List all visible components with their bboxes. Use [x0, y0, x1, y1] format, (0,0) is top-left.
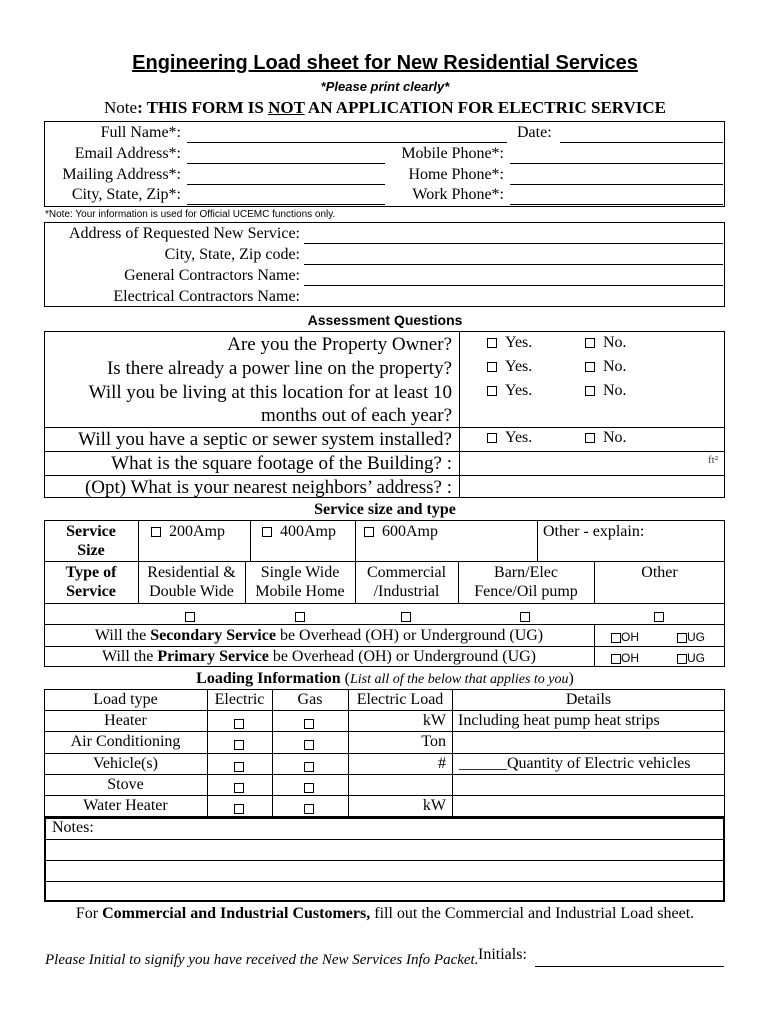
- checkbox-icon[interactable]: [262, 527, 272, 537]
- email-field[interactable]: [187, 163, 385, 164]
- service-city-label: City, State, Zip code:: [164, 246, 300, 263]
- service-address-field[interactable]: [304, 243, 723, 244]
- load-row-vehicles: Vehicle(s): [93, 755, 158, 772]
- mailing-address-field[interactable]: [187, 184, 385, 185]
- service-col-line: [355, 520, 356, 562]
- checkbox-icon[interactable]: [585, 386, 595, 396]
- email-label: Email Address*:: [74, 145, 181, 162]
- col-gas: Gas: [297, 691, 323, 708]
- full-name-field[interactable]: [187, 142, 507, 143]
- heater-unit[interactable]: kW: [422, 712, 446, 729]
- home-phone-label: Home Phone*:: [408, 166, 504, 183]
- owner-no-option[interactable]: No.: [585, 333, 627, 353]
- mailing-address-label: Mailing Address*:: [62, 166, 181, 183]
- full-name-label: Full Name*:: [100, 124, 181, 141]
- home-phone-field[interactable]: [510, 184, 723, 185]
- mobile-phone-label: Mobile Phone*:: [401, 145, 504, 162]
- general-contractor-label: General Contractors Name:: [124, 267, 300, 284]
- ac-gas-checkbox[interactable]: [304, 736, 314, 754]
- city-state-zip-field[interactable]: [187, 204, 385, 205]
- work-phone-label: Work Phone*:: [412, 186, 504, 203]
- notes-line: [46, 839, 723, 840]
- service-type-label: Type of Service: [65, 564, 117, 600]
- water-heater-unit[interactable]: kW: [422, 797, 446, 814]
- water-heater-gas-checkbox[interactable]: [304, 800, 314, 818]
- powerline-yes-option[interactable]: Yes.: [487, 357, 532, 377]
- powerline-no-option[interactable]: No.: [585, 357, 627, 377]
- col-load-type: Load type: [93, 691, 158, 708]
- checkbox-icon[interactable]: [487, 433, 497, 443]
- q-square-footage: What is the square footage of the Building? :: [111, 453, 452, 474]
- q-septic: Will you have a septic or sewer system installed?: [78, 429, 452, 450]
- living-yes-option[interactable]: Yes.: [487, 381, 532, 401]
- checkbox-icon[interactable]: [151, 527, 161, 537]
- col-electric: Electric: [214, 691, 265, 708]
- secondary-ug-option[interactable]: UG: [677, 627, 705, 647]
- initial-instruction: Please Initial to signify you have received the New Services Info Packet.: [45, 952, 479, 968]
- residential-checkbox[interactable]: [185, 608, 195, 626]
- service-row-line: [44, 603, 725, 604]
- print-clearly-note: *Please print clearly*: [320, 79, 450, 94]
- city-state-zip-label: City, State, Zip*:: [71, 186, 181, 203]
- load-row-heater: Heater: [104, 712, 147, 729]
- stove-gas-checkbox[interactable]: [304, 779, 314, 797]
- amp-400-option[interactable]: 400Amp: [262, 522, 336, 542]
- vehicles-unit[interactable]: #: [438, 755, 446, 772]
- general-contractor-field[interactable]: [304, 285, 723, 286]
- service-heading: Service size and type: [314, 501, 456, 518]
- service-row-line: [44, 624, 725, 625]
- commercial-instruction: For Commercial and Industrial Customers, fill out the Commercial and Industrial Load sheet.: [75, 905, 695, 922]
- type-residential: Residential & Double Wide: [147, 564, 236, 600]
- type-other: Other: [641, 564, 678, 581]
- q-neighbor-address: (Opt) What is your nearest neighbors’ address? :: [84, 477, 452, 498]
- single-wide-checkbox[interactable]: [295, 608, 305, 626]
- secondary-service-question: Will the Secondary Service be Overhead (OH) or Underground (UG): [94, 627, 544, 644]
- checkbox-icon[interactable]: [487, 338, 497, 348]
- privacy-note: *Note: Your information is used for Official UCEMC functions only.: [45, 209, 336, 220]
- ac-unit[interactable]: Ton: [421, 733, 446, 750]
- date-field[interactable]: [560, 142, 723, 143]
- primary-ug-option[interactable]: UG: [677, 648, 705, 668]
- service-col-line: [250, 520, 251, 562]
- other-explain-label[interactable]: Other - explain:: [543, 523, 645, 540]
- checkbox-icon[interactable]: [364, 527, 374, 537]
- septic-no-option[interactable]: No.: [585, 428, 627, 448]
- ac-electric-checkbox[interactable]: [234, 736, 244, 754]
- living-no-option[interactable]: No.: [585, 381, 627, 401]
- col-electric-load: Electric Load: [356, 691, 444, 708]
- initials-field[interactable]: [535, 966, 724, 967]
- q-living-months-2: months out of each year?: [261, 405, 452, 426]
- checkbox-icon[interactable]: [585, 433, 595, 443]
- form-disclaimer: Note: THIS FORM IS NOT AN APPLICATION FOR ELECTRIC SERVICE: [104, 98, 666, 117]
- loading-heading: Loading Information (List all of the below that applies to you): [196, 670, 574, 687]
- checkbox-icon[interactable]: [585, 338, 595, 348]
- page-title: Engineering Load sheet for New Residential Services: [132, 52, 638, 74]
- type-commercial: Commercial /Industrial: [366, 564, 447, 600]
- load-row-ac: Air Conditioning: [70, 733, 181, 750]
- checkbox-icon[interactable]: [487, 362, 497, 372]
- heater-detail: Including heat pump heat strips: [458, 712, 660, 729]
- type-single-wide: Single Wide Mobile Home: [255, 564, 345, 600]
- heater-gas-checkbox[interactable]: [304, 715, 314, 733]
- vehicles-detail[interactable]: ______Quantity of Electric vehicles: [459, 755, 691, 772]
- work-phone-field[interactable]: [510, 204, 723, 205]
- checkbox-icon[interactable]: [487, 386, 497, 396]
- service-city-field[interactable]: [304, 264, 723, 265]
- commercial-checkbox[interactable]: [401, 608, 411, 626]
- barn-checkbox[interactable]: [520, 608, 530, 626]
- vehicles-electric-checkbox[interactable]: [234, 758, 244, 776]
- q-power-line: Is there already a power line on the property?: [106, 358, 452, 379]
- notes-label: Notes:: [52, 819, 94, 836]
- amp-600-option[interactable]: 600Amp: [364, 522, 438, 542]
- checkbox-icon[interactable]: [585, 362, 595, 372]
- primary-service-question: Will the Primary Service be Overhead (OH) or Underground (UG): [101, 648, 536, 665]
- owner-yes-option[interactable]: Yes.: [487, 333, 532, 353]
- water-heater-electric-checkbox[interactable]: [234, 800, 244, 818]
- heater-electric-checkbox[interactable]: [234, 715, 244, 733]
- service-row-line: [44, 561, 725, 562]
- q-living-months-1: Will you be living at this location for at least 10: [88, 382, 452, 403]
- initials-label: Initials:: [478, 946, 527, 963]
- service-col-line: [537, 520, 538, 562]
- service-address-label: Address of Requested New Service:: [68, 225, 300, 242]
- assessment-heading: Assessment Questions: [307, 312, 463, 328]
- neighbor-address-field[interactable]: [460, 476, 724, 497]
- load-row-water-heater: Water Heater: [83, 797, 168, 814]
- septic-yes-option[interactable]: Yes.: [487, 428, 532, 448]
- secondary-oh-option[interactable]: OH: [611, 627, 639, 647]
- q-property-owner: Are you the Property Owner?: [227, 334, 452, 355]
- type-barn: Barn/Elec Fence/Oil pump: [474, 564, 578, 600]
- load-row-stove: Stove: [107, 776, 144, 793]
- electrical-contractor-label: Electrical Contractors Name:: [113, 288, 300, 305]
- primary-oh-option[interactable]: OH: [611, 648, 639, 668]
- col-details: Details: [565, 691, 612, 708]
- sqft-unit: ft²: [707, 454, 718, 466]
- service-col-line: [594, 624, 595, 667]
- notes-line: [46, 881, 723, 882]
- amp-200-option[interactable]: 200Amp: [151, 522, 225, 542]
- date-label: Date:: [517, 124, 552, 141]
- vehicles-gas-checkbox[interactable]: [304, 758, 314, 776]
- stove-electric-checkbox[interactable]: [234, 779, 244, 797]
- mobile-phone-field[interactable]: [510, 163, 723, 164]
- notes-line: [46, 860, 723, 861]
- service-size-label: Service Size: [66, 523, 116, 559]
- other-type-checkbox[interactable]: [654, 608, 664, 626]
